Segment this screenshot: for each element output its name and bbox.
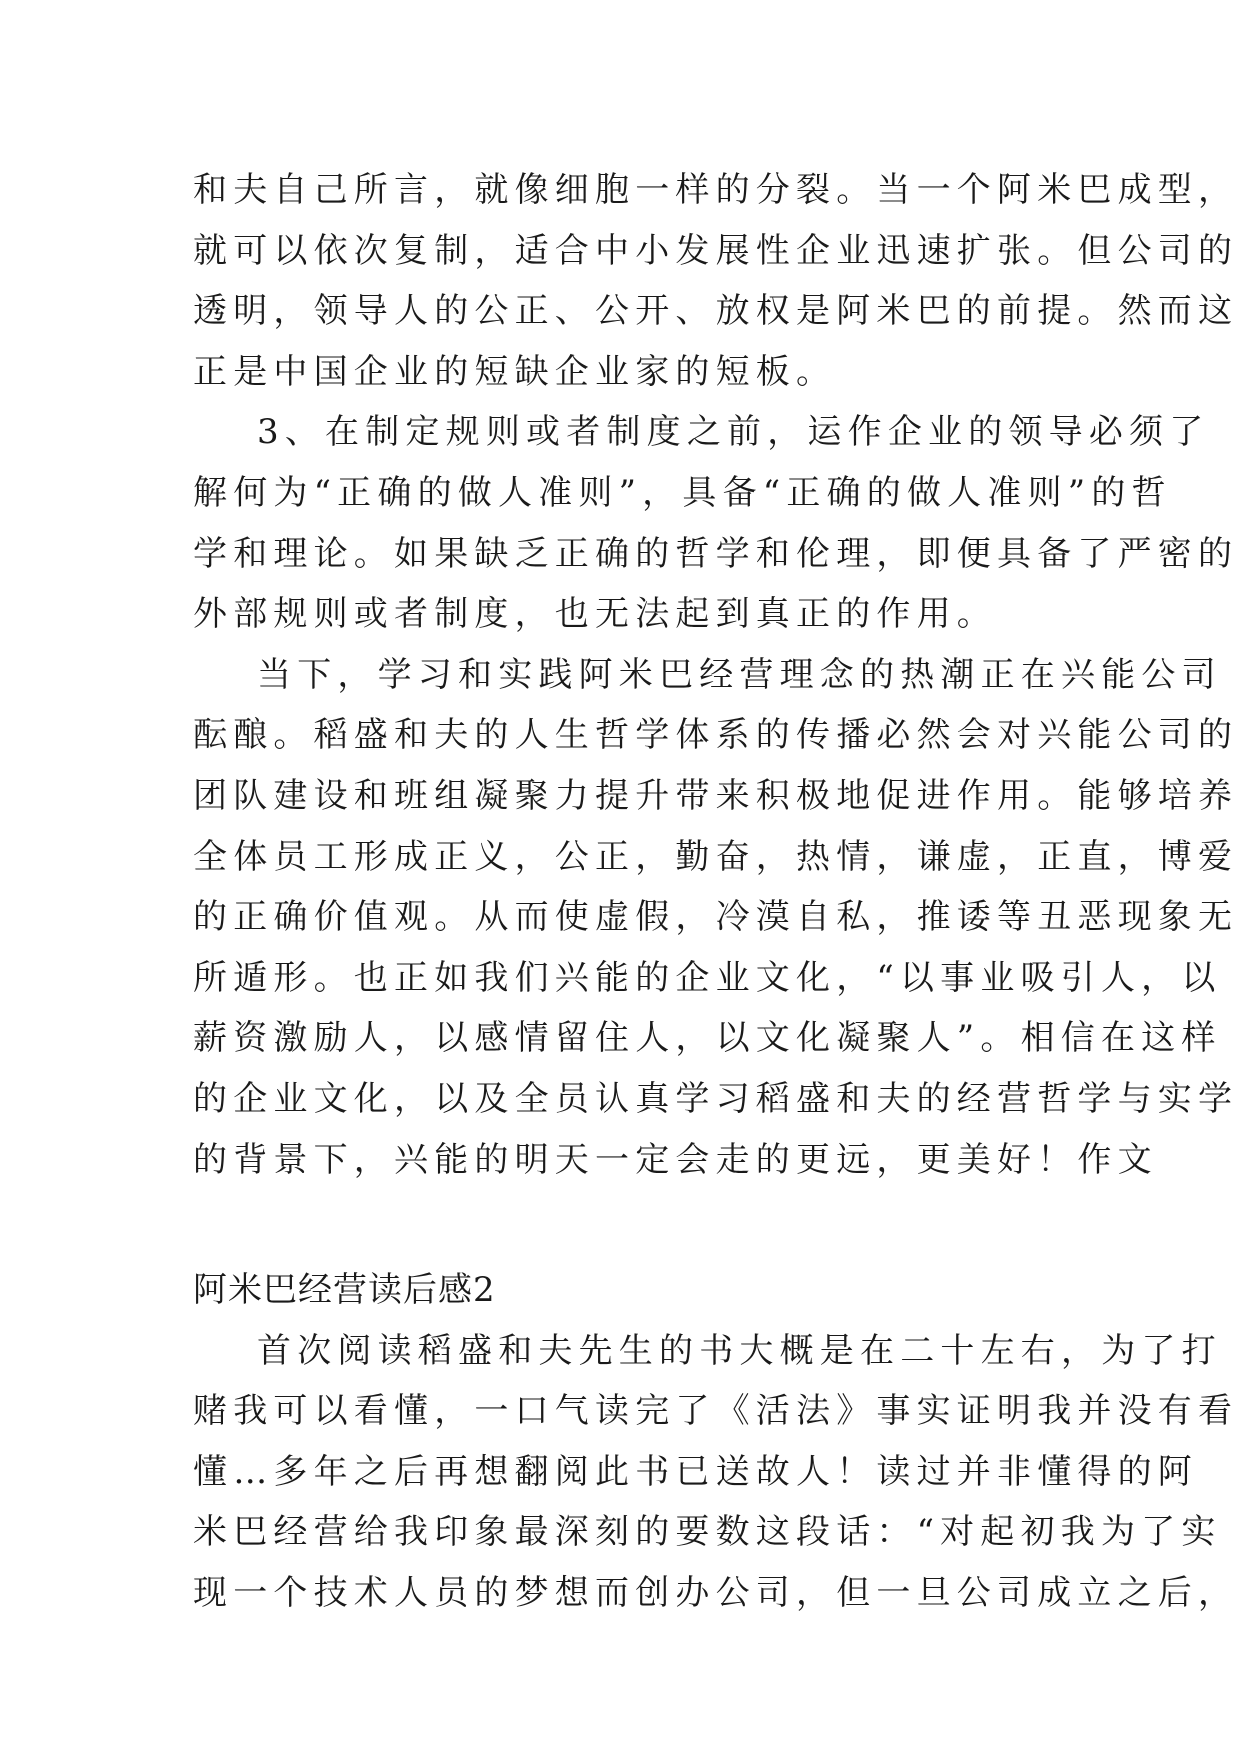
text-line: 的企业文化，以及全员认真学习稻盛和夫的经营哲学与实学 [193,1078,1239,1119]
text-line: 学和理论。如果缺乏正确的哲学和伦理，即便具备了严密的 [193,533,1239,574]
text-line: 所遁形。也正如我们兴能的企业文化，“以事业吸引人，以 [193,957,1222,998]
text-line: 解何为“正确的做人准则”，具备“正确的做人准则”的哲 [193,472,1172,513]
text-line: 全体员工形成正义，公正，勤奋，热情，谦虚，正直，博爱 [193,836,1239,877]
text-line: 当下，学习和实践阿米巴经营理念的热潮正在兴能公司 [257,654,1222,695]
text-line: 团队建设和班组凝聚力提升带来积极地促进作用。能够培养 [193,775,1239,816]
text-line: 现一个技术人员的梦想而创办公司，但一旦公司成立之后， [193,1573,1239,1614]
paragraph-3 [193,645,1239,1190]
text-line: 懂…多年之后再想翻阅此书已送故人！读过并非懂得的阿 [193,1451,1198,1492]
text-line: 米巴经营给我印象最深刻的要数这段话：“对起初我为了实 [193,1512,1222,1553]
text-line: 薪资激励人，以感情留住人，以文化凝聚人”。相信在这样 [193,1018,1222,1059]
paragraph-2 [193,402,1239,644]
document-page [193,160,1239,1624]
text-line: 赌我可以看懂，一口气读完了《活法》事实证明我并没有看 [193,1391,1239,1432]
text-line: 首次阅读稻盛和夫先生的书大概是在二十左右，为了打 [257,1330,1222,1371]
text-line: 外部规则或者制度，也无法起到真正的作用。 [193,594,997,635]
section-paragraph [193,1321,1239,1624]
text-line: 的背景下，兴能的明天一定会走的更远，更美好！作文 [193,1139,1158,1180]
text-line: 透明，领导人的公正、公开、放权是阿米巴的前提。然而这 [193,291,1239,332]
section-title: 阿米巴经营读后感2 [193,1270,496,1311]
text-line: 正是中国企业的短缺企业家的短板。 [193,351,837,392]
paragraph-1 [193,160,1239,402]
section-spacer [193,1190,1053,1260]
text-line: 的正确价值观。从而使虚假，冷漠自私，推诿等丑恶现象无 [193,897,1239,938]
text-line: 3、在制定规则或者制度之前，运作企业的领导必须了 [257,412,1210,453]
text-line: 就可以依次复制，适合中小发展性企业迅速扩张。但公司的 [193,230,1239,271]
text-line: 和夫自己所言，就像细胞一样的分裂。当一个阿米巴成型， [193,170,1239,210]
text-line: 酝酿。稻盛和夫的人生哲学体系的传播必然会对兴能公司的 [193,715,1239,756]
